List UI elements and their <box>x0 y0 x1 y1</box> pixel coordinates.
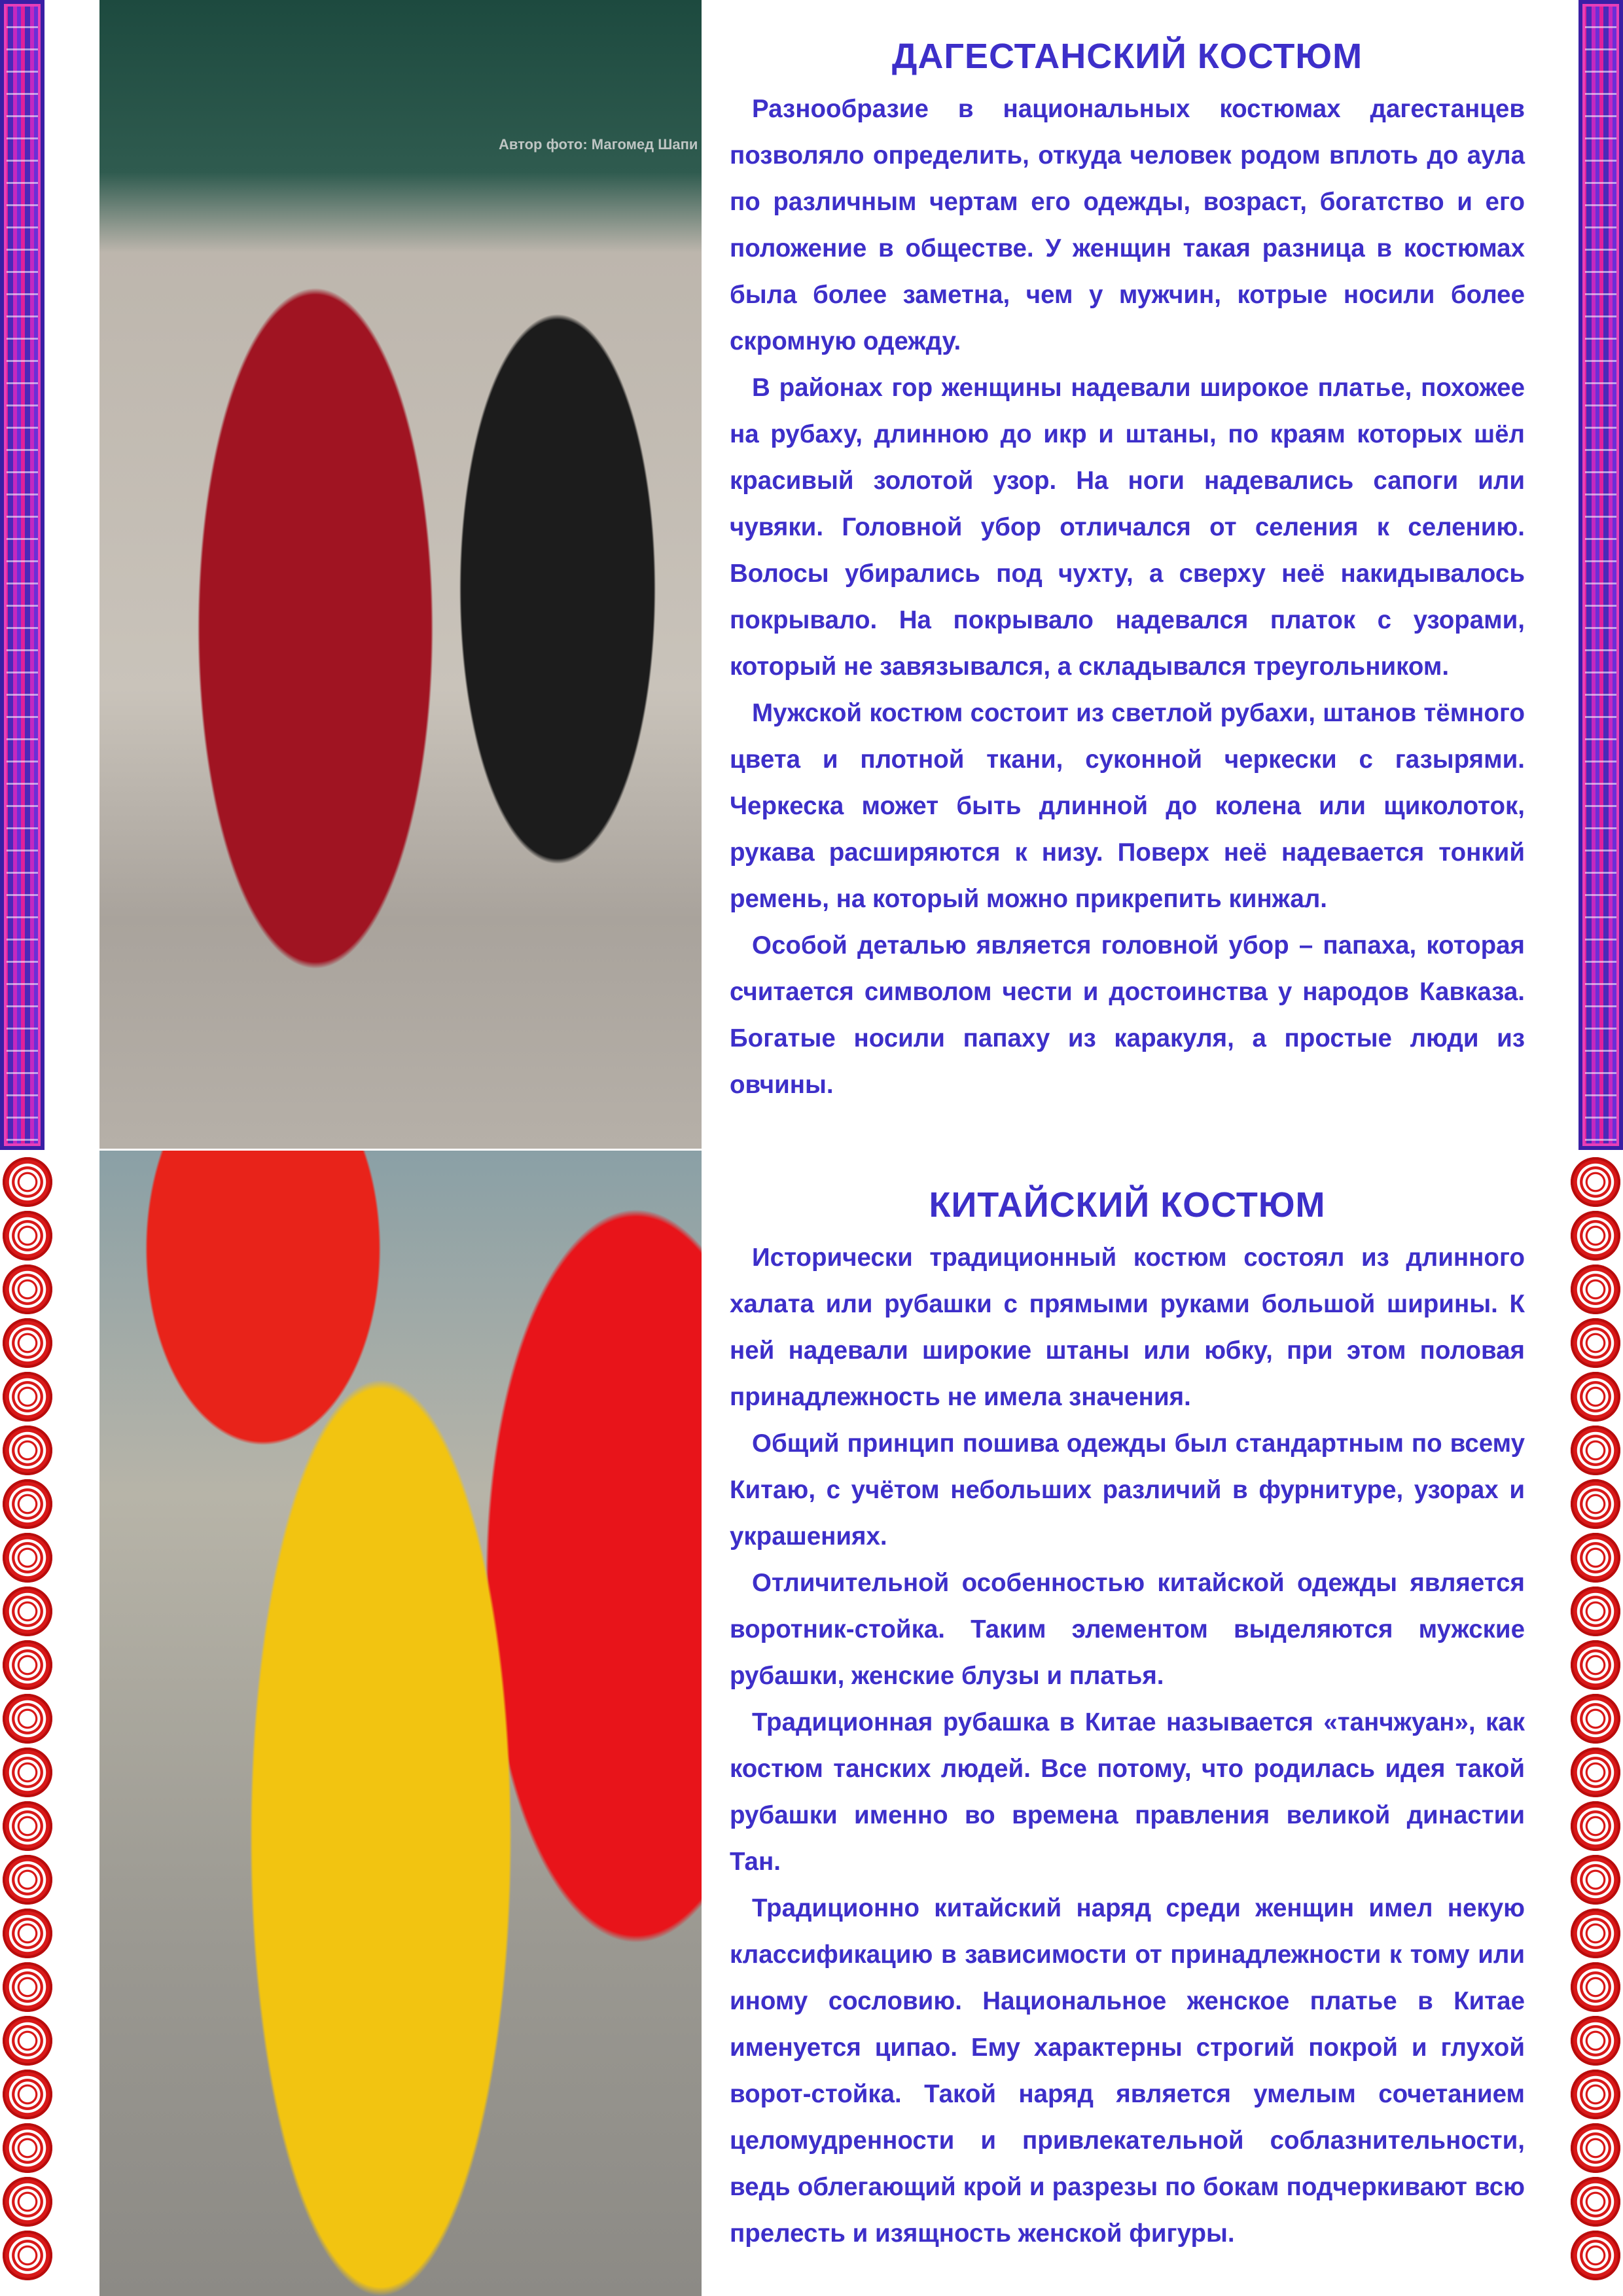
china-paragraph: Общий принцип пошива одежды был стандартным по всему Китаю, с учётом небольших различий в фурнитуре, узорах и украшениях. <box>730 1429 1525 1551</box>
dagestan-paragraph: Разнообразие в национальных костюмах дагестанцев позволяло определить, откуда человек родом вплоть до аула по различным чертам его одежды, возраст, богатство и его положение в обществе. У женщин такая разница в костюмах была более заметна, чем у мужчин, котрые носили более скромную одежду. <box>730 95 1525 355</box>
dragon-seal-icon <box>1571 2123 1620 2173</box>
left-dragon-seal-column <box>1 1157 54 2296</box>
dragon-seal-icon <box>1571 1748 1620 1797</box>
dragon-seal-icon <box>1571 2231 1620 2280</box>
dragon-seal-icon <box>3 1962 52 2012</box>
dragon-seal-icon <box>3 2231 52 2280</box>
dragon-seal-icon <box>1571 1479 1620 1529</box>
dragon-seal-icon <box>3 1587 52 1636</box>
dragon-seal-icon <box>1571 1801 1620 1851</box>
dagestan-paragraph: Особой деталью является головной убор – папаха, которая считается символом чести и достоинства у народов Кавказа. Богатые носили папаху из каракуля, а простые люди из овчины. <box>730 931 1525 1099</box>
dragon-seal-icon <box>3 2123 52 2173</box>
dragon-seal-icon <box>3 1372 52 1422</box>
dagestan-title: ДАГЕСТАНСКИЙ КОСТЮМ <box>891 37 1363 76</box>
dragon-seal-icon <box>3 1694 52 1744</box>
dragon-seal-icon <box>1571 1855 1620 1905</box>
dragon-seal-icon <box>3 1211 52 1261</box>
dagestan-paragraph: Мужской костюм состоит из светлой рубахи, штанов тёмного цвета и плотной ткани, суконной черкески с газырями. Черкеска может быть длинной до колена или щиколоток, рукава расширяются к низу. Поверх неё надевается тонкий ремень, на который можно прикрепить кинжал. <box>730 699 1525 913</box>
china-paragraph: Исторически традиционный костюм состоял из длинного халата или рубашки с прямыми руками большой ширины. К ней надевали широкие штаны или юбку, при этом половая принадлежность не имела значения. <box>730 1244 1525 1411</box>
dragon-seal-icon <box>1571 1157 1620 1207</box>
dragon-seal-icon <box>1571 1372 1620 1422</box>
dagestan-paragraph: В районах гор женщины надевали широкое платье, похожее на рубаху, длинною до икр и штаны, по краям которых шёл красивый золотой узор. На ноги надевались сапоги или чувяки. Головной убор отличался от селения к селению. Волосы убирались под чухту, а сверху неё накидывалось покрывало. На покрывало надевался платок с узорами, который не завязывался, а складывался треугольником. <box>730 374 1525 681</box>
china-section <box>730 1185 1525 2257</box>
right-dragon-seal-column <box>1569 1157 1622 2296</box>
dragon-seal-icon <box>3 2016 52 2066</box>
dragon-seal-icon <box>1571 1962 1620 2012</box>
dragon-seal-icon <box>3 1426 52 1475</box>
chinese-costume-parade-photo <box>99 1151 702 2296</box>
dragon-seal-icon <box>3 1748 52 1797</box>
dagestan-dancers-photo <box>99 0 702 1149</box>
dragon-seal-icon <box>3 1318 52 1368</box>
dragon-seal-icon <box>1571 1265 1620 1314</box>
dragon-seal-icon <box>1571 1640 1620 1690</box>
china-paragraph: Традиционная рубашка в Китае называется «танчжуан», как костюм танских людей. Все потому, что родилась идея такой рубашки именно во времена правления великой династии Тан. <box>730 1708 1525 1876</box>
china-paragraph: Отличительной особенностью китайской одежды является воротник-стойка. Таким элементом выделяются мужские рубашки, женские блузы и платья. <box>730 1569 1525 1690</box>
dragon-seal-icon <box>3 1640 52 1690</box>
dragon-seal-icon <box>1571 1426 1620 1475</box>
dragon-seal-icon <box>1571 1533 1620 1583</box>
dragon-seal-icon <box>1571 1318 1620 1368</box>
dragon-seal-icon <box>3 2177 52 2227</box>
dragon-seal-icon <box>3 1855 52 1905</box>
dragon-seal-icon <box>3 1265 52 1314</box>
dragon-seal-icon <box>1571 2070 1620 2119</box>
dragon-seal-icon <box>3 1157 52 1207</box>
left-ornament-strip <box>0 0 45 1150</box>
right-ornament-strip <box>1578 0 1623 1150</box>
dragon-seal-icon <box>1571 1587 1620 1636</box>
dragon-seal-icon <box>3 1909 52 1958</box>
dragon-seal-icon <box>1571 1909 1620 1958</box>
china-paragraph: Традиционно китайский наряд среди женщин имел некую классификацию в зависимости от принадлежности к тому или иному сословию. Национальное женское платье в Китае именуется ципао. Ему характерны строгий покрой и глухой ворот-стойка. Такой наряд является умелым сочетанием целомудренности и привлекательной соблазнительности, ведь облегающий крой и разрезы по бокам подчеркивают всю прелесть и изящность женской фигуры. <box>730 1894 1525 2248</box>
dagestan-section <box>730 36 1525 1108</box>
dragon-seal-icon <box>3 1533 52 1583</box>
dragon-seal-icon <box>3 1801 52 1851</box>
dragon-seal-icon <box>1571 2016 1620 2066</box>
photo-credit: Автор фото: Магомед Шапи <box>499 136 698 152</box>
dragon-seal-icon <box>1571 1211 1620 1261</box>
china-title: КИТАЙСКИЙ КОСТЮМ <box>929 1185 1326 1225</box>
dragon-seal-icon <box>3 1479 52 1529</box>
dragon-seal-icon <box>1571 2177 1620 2227</box>
dragon-seal-icon <box>3 2070 52 2119</box>
dragon-seal-icon <box>1571 1694 1620 1744</box>
